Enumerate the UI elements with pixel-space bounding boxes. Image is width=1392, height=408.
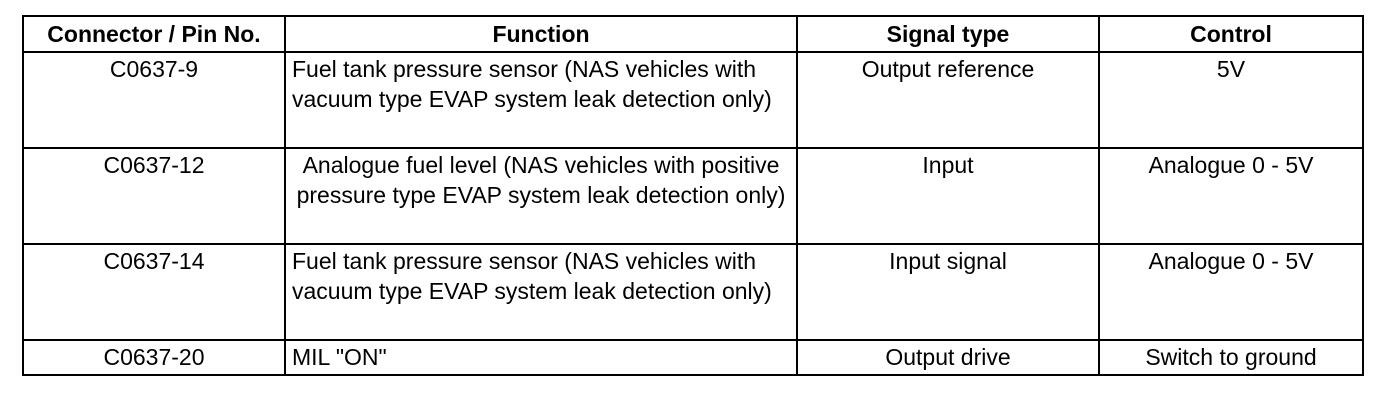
table-row [23, 52, 1363, 148]
cell-function: MIL "ON" [285, 340, 797, 375]
cell-signal-type: Output reference [797, 52, 1099, 148]
table-row [23, 244, 1363, 340]
table-row [23, 148, 1363, 244]
cell-signal-type: Input [797, 148, 1099, 244]
table-row [23, 340, 1363, 375]
cell-pin: C0637-9 [23, 52, 285, 148]
connector-pin-table [22, 15, 1364, 376]
table-header-row [23, 16, 1363, 52]
cell-control: Analogue 0 - 5V [1099, 244, 1363, 340]
cell-function: Fuel tank pressure sensor (NAS vehicles with vacuum type EVAP system leak detection only) [285, 52, 797, 148]
cell-control: Analogue 0 - 5V [1099, 148, 1363, 244]
header-signal-type: Signal type [797, 16, 1099, 52]
cell-control: 5V [1099, 52, 1363, 148]
cell-pin: C0637-14 [23, 244, 285, 340]
cell-signal-type: Input signal [797, 244, 1099, 340]
cell-pin: C0637-12 [23, 148, 285, 244]
header-control: Control [1099, 16, 1363, 52]
cell-function: Fuel tank pressure sensor (NAS vehicles with vacuum type EVAP system leak detection only) [285, 244, 797, 340]
cell-function: Analogue fuel level (NAS vehicles with positive pressure type EVAP system leak detection only) [285, 148, 797, 244]
cell-pin: C0637-20 [23, 340, 285, 375]
header-connector-pin: Connector / Pin No. [23, 16, 285, 52]
header-function: Function [285, 16, 797, 52]
cell-signal-type: Output drive [797, 340, 1099, 375]
cell-control: Switch to ground [1099, 340, 1363, 375]
